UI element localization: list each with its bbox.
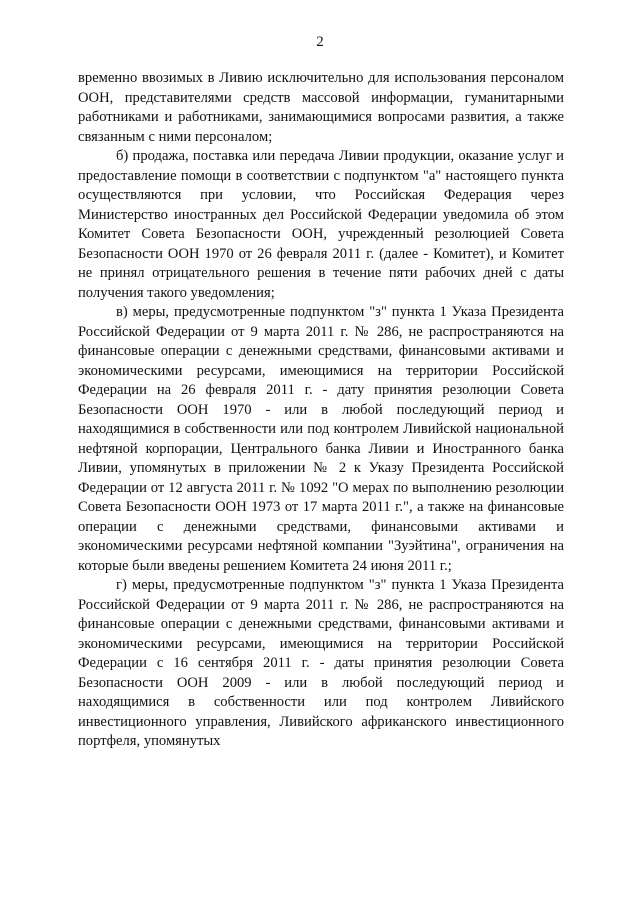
- paragraph-b: б) продажа, поставка или передача Ливии продукции, оказание услуг и предоставление помощи в соответствии с подпунктом "а" настоящего пункта осуществляются при условии, что Российская Федерация через Министерство иностранных дел Российской Федерации уведомила об этом Комитет Совета Безопасности ООН, учрежденный резолюцией Совета Безопасности ООН 1970 от 26 февраля 2011 г. (далее - Комитет), и Комитет не принял отрицательного решения в течение пяти рабочих дней с даты получения такого уведомления;: [78, 148, 564, 301]
- document-body: [78, 69, 564, 752]
- paragraph-g: г) меры, предусмотренные подпунктом "з" пункта 1 Указа Президента Российской Федерации от 9 марта 2011 г. № 286, не распространяются на финансовые операции с денежными средствами, финансовыми активами и экономическими ресурсами, имеющимися на территории Российской Федерации с 16 сентября 2011 г. - даты принятия резолюции Совета Безопасности ООН 2009 - или в любой последующий период и находящимися в собственности или под контролем Ливийского инвестиционного управления, Ливийского африканского инвестиционного портфеля, упомянутых: [78, 577, 564, 749]
- paragraph-v: в) меры, предусмотренные подпунктом "з" пункта 1 Указа Президента Российской Федерации от 9 марта 2011 г. № 286, не распространяются на финансовые операции с денежными средствами, финансовыми активами и экономическими ресурсами, имеющимися на территории Российской Федерации на 26 февраля 2011 г. - дату принятия резолюции Совета Безопасности ООН 1970 - или в любой последующий период и находящимися в собственности или под контролем Ливийской национальной нефтяной корпорации, Центрального банка Ливии и Иностранного банка Ливии, упомянутых в приложении № 2 к Указу Президента Российской Федерации от 12 августа 2011 г. № 1092 "О мерах по выполнению резолюции Совета Безопасности ООН 1973 от 17 марта 2011 г.", а также на финансовые операции с денежными средствами, финансовыми активами и экономическими ресурсами нефтяной компании "Зуэйтина", ограничения на которые были введены решением Комитета 24 июня 2011 г.;: [78, 304, 564, 574]
- page-number: 2: [316, 34, 324, 50]
- paragraph-continuation: временно ввозимых в Ливию исключительно для использования персоналом ООН, представителями средств массовой информации, гуманитарными работниками и работниками, занимающимися вопросами развития, а также связанным с ними персоналом;: [78, 70, 564, 145]
